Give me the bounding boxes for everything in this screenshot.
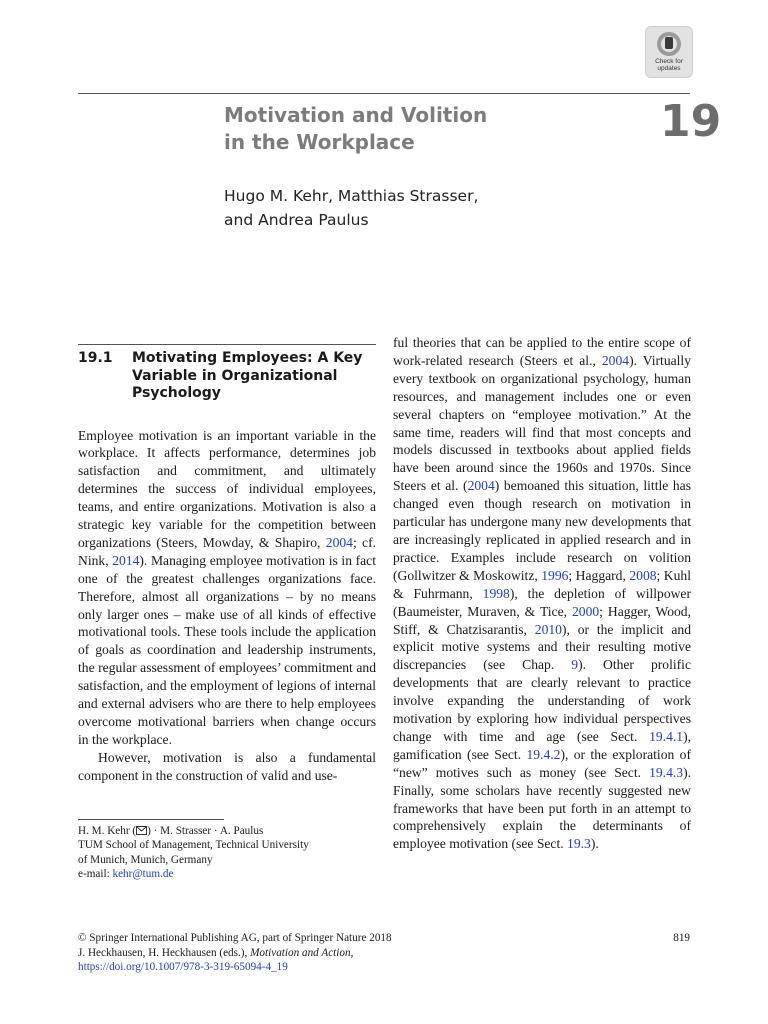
affiliation-line: TUM School of Management, Technical University bbox=[78, 839, 309, 852]
check-for-updates-badge[interactable] bbox=[645, 26, 693, 78]
text-run: ful theories that can be applied to the entire scope of work-related research (Steers et al., bbox=[393, 335, 691, 368]
citation-link-steers-2004[interactable]: 2004 bbox=[325, 534, 353, 550]
doi-line bbox=[78, 960, 690, 975]
text-run: ) · M. Strasser · A. Paulus bbox=[147, 824, 264, 837]
authors bbox=[224, 184, 584, 232]
text-run: ; Kuhl & Fuhrmann, bbox=[393, 567, 691, 601]
author-affiliation bbox=[78, 824, 376, 882]
envelope-icon bbox=[136, 826, 147, 835]
section-number: 19.1 bbox=[78, 350, 113, 366]
chapter-link[interactable]: 9 bbox=[571, 657, 579, 673]
citation-link[interactable]: 2000 bbox=[571, 603, 600, 619]
right-column bbox=[393, 334, 691, 853]
text-run: , bbox=[350, 946, 354, 959]
header-rule bbox=[78, 93, 690, 94]
text-run: ), gamification (see Sect. bbox=[393, 728, 691, 762]
page-number: 819 bbox=[673, 932, 690, 944]
citation-link[interactable]: 1996 bbox=[541, 567, 569, 583]
doi-link[interactable]: https://doi.org/10.1007/978-3-319-65094-4_19 bbox=[78, 961, 288, 974]
text-run: ; cf. Nink, bbox=[78, 534, 376, 568]
text-run: ). Other prolific developments that are clearly relevant to practice involve expanding the understanding of work motivation by exploring how individual perspectives change with time and age (see Sect. bbox=[393, 657, 691, 744]
section-link[interactable]: 19.4.1 bbox=[649, 728, 684, 744]
section-link[interactable]: 19.4.2 bbox=[526, 746, 561, 762]
authors-line2: and Andrea Paulus bbox=[224, 211, 369, 229]
text-run: ; Hagger, Wood, Stiff, & Chatzisarantis, bbox=[393, 603, 692, 637]
paragraph-2: However, motivation is also a fundamental component in the construction of valid and use- bbox=[78, 749, 376, 783]
page-footer bbox=[78, 931, 690, 975]
text-run: ). Finally, some scholars have recently suggested new frameworks that have been put forth in an attempt to comprehensively explain the determinants of employee motivation (see Sect. bbox=[393, 764, 691, 852]
text-run: ; Haggard, bbox=[568, 567, 630, 583]
text-run: H. M. Kehr ( bbox=[78, 824, 137, 837]
authors-line1: Hugo M. Kehr, Matthias Strasser, bbox=[224, 187, 479, 205]
citation-link[interactable]: 2010 bbox=[534, 621, 562, 637]
copyright-line: © Springer International Publishing AG, part of Springer Nature 2018 bbox=[78, 932, 392, 944]
citation-line bbox=[78, 946, 690, 961]
paragraph-3 bbox=[393, 334, 691, 853]
left-column bbox=[78, 332, 376, 882]
chapter-title bbox=[224, 102, 604, 156]
text-run: ), or the implicit and explicit motive systems and their resulting motive discrepancies (see Chap. bbox=[393, 621, 691, 673]
section-link[interactable]: 19.4.3 bbox=[649, 764, 684, 780]
chapter-number: 19 bbox=[660, 96, 722, 147]
text-run: Employee motivation is an important variable in the workplace. It affects performance, determines job satisfaction and commitment, and ultimately determines the success of individual employees, teams, and entire organizations. Motivation is also a strategic key variable for the competition between organizations (Steers, Mowday, & Shapiro, bbox=[78, 427, 376, 550]
author-email-link[interactable]: kehr@tum.de bbox=[112, 868, 174, 881]
text-run: ), the depletion of willpower (Baumeister, Muraven, & Tice, bbox=[393, 585, 691, 619]
citation-link-nink-2014[interactable]: 2014 bbox=[112, 552, 140, 568]
text-run: J. Heckhausen, H. Heckhausen (eds.), bbox=[78, 946, 251, 959]
section-title: Motivating Employees: A Key Variable in Organizational Psychology bbox=[132, 350, 363, 401]
section-link[interactable]: 19.3 bbox=[567, 836, 591, 852]
email-label: e-mail: bbox=[78, 868, 113, 881]
citation-link[interactable]: 2004 bbox=[467, 478, 495, 494]
book-title: Motivation and Action bbox=[250, 946, 351, 959]
crossmark-icon bbox=[656, 31, 682, 57]
text-run: ). Virtually every textbook on organizational psychology, human resources, and management includes one or even several chapters on “employee motivation.” At the same time, readers will find that most concepts and models discussed in textbooks about applied fields have been around since the 1960s and 1970s. Since Steers et al. ( bbox=[393, 352, 692, 494]
section-heading bbox=[78, 350, 376, 403]
paragraph-1 bbox=[78, 427, 376, 749]
citation-link[interactable]: 2008 bbox=[629, 567, 657, 583]
citation-link[interactable]: 2004 bbox=[601, 352, 630, 368]
chapter-title-line1: Motivation and Volition bbox=[224, 103, 488, 127]
chapter-title-line2: in the Workplace bbox=[224, 130, 415, 154]
footnote-rule bbox=[78, 819, 224, 820]
section-rule bbox=[78, 344, 376, 345]
text-run: ), or the exploration of “new” motives such as money (see Sect. bbox=[393, 746, 691, 780]
text-run: ). bbox=[590, 836, 599, 852]
text-run: ). Managing employee motivation is in fact one of the greatest challenges organizations face. Therefore, almost all organizations – by no means only larger ones – make use of all kinds of effective motivational tools. These tools include the application of goals as coordination and leadership instruments, the regular assessment of employees’ commitment and satisfaction, and the employment of legions of internal and external advisers who are there to help employees overcome motivational barriers when change occurs in the workplace. bbox=[78, 552, 376, 747]
citation-link[interactable]: 1998 bbox=[482, 585, 510, 601]
affiliation-line: of Munich, Munich, Germany bbox=[78, 853, 213, 866]
text-run: ) bemoaned this situation, little has changed even though research on motivation in particular has undergone many new developments that are increasingly replicated in applied research and in practice. Examples include research on volition (Gollwitzer & Moskowitz, bbox=[393, 478, 692, 583]
badge-label: Check for updates bbox=[655, 58, 683, 72]
